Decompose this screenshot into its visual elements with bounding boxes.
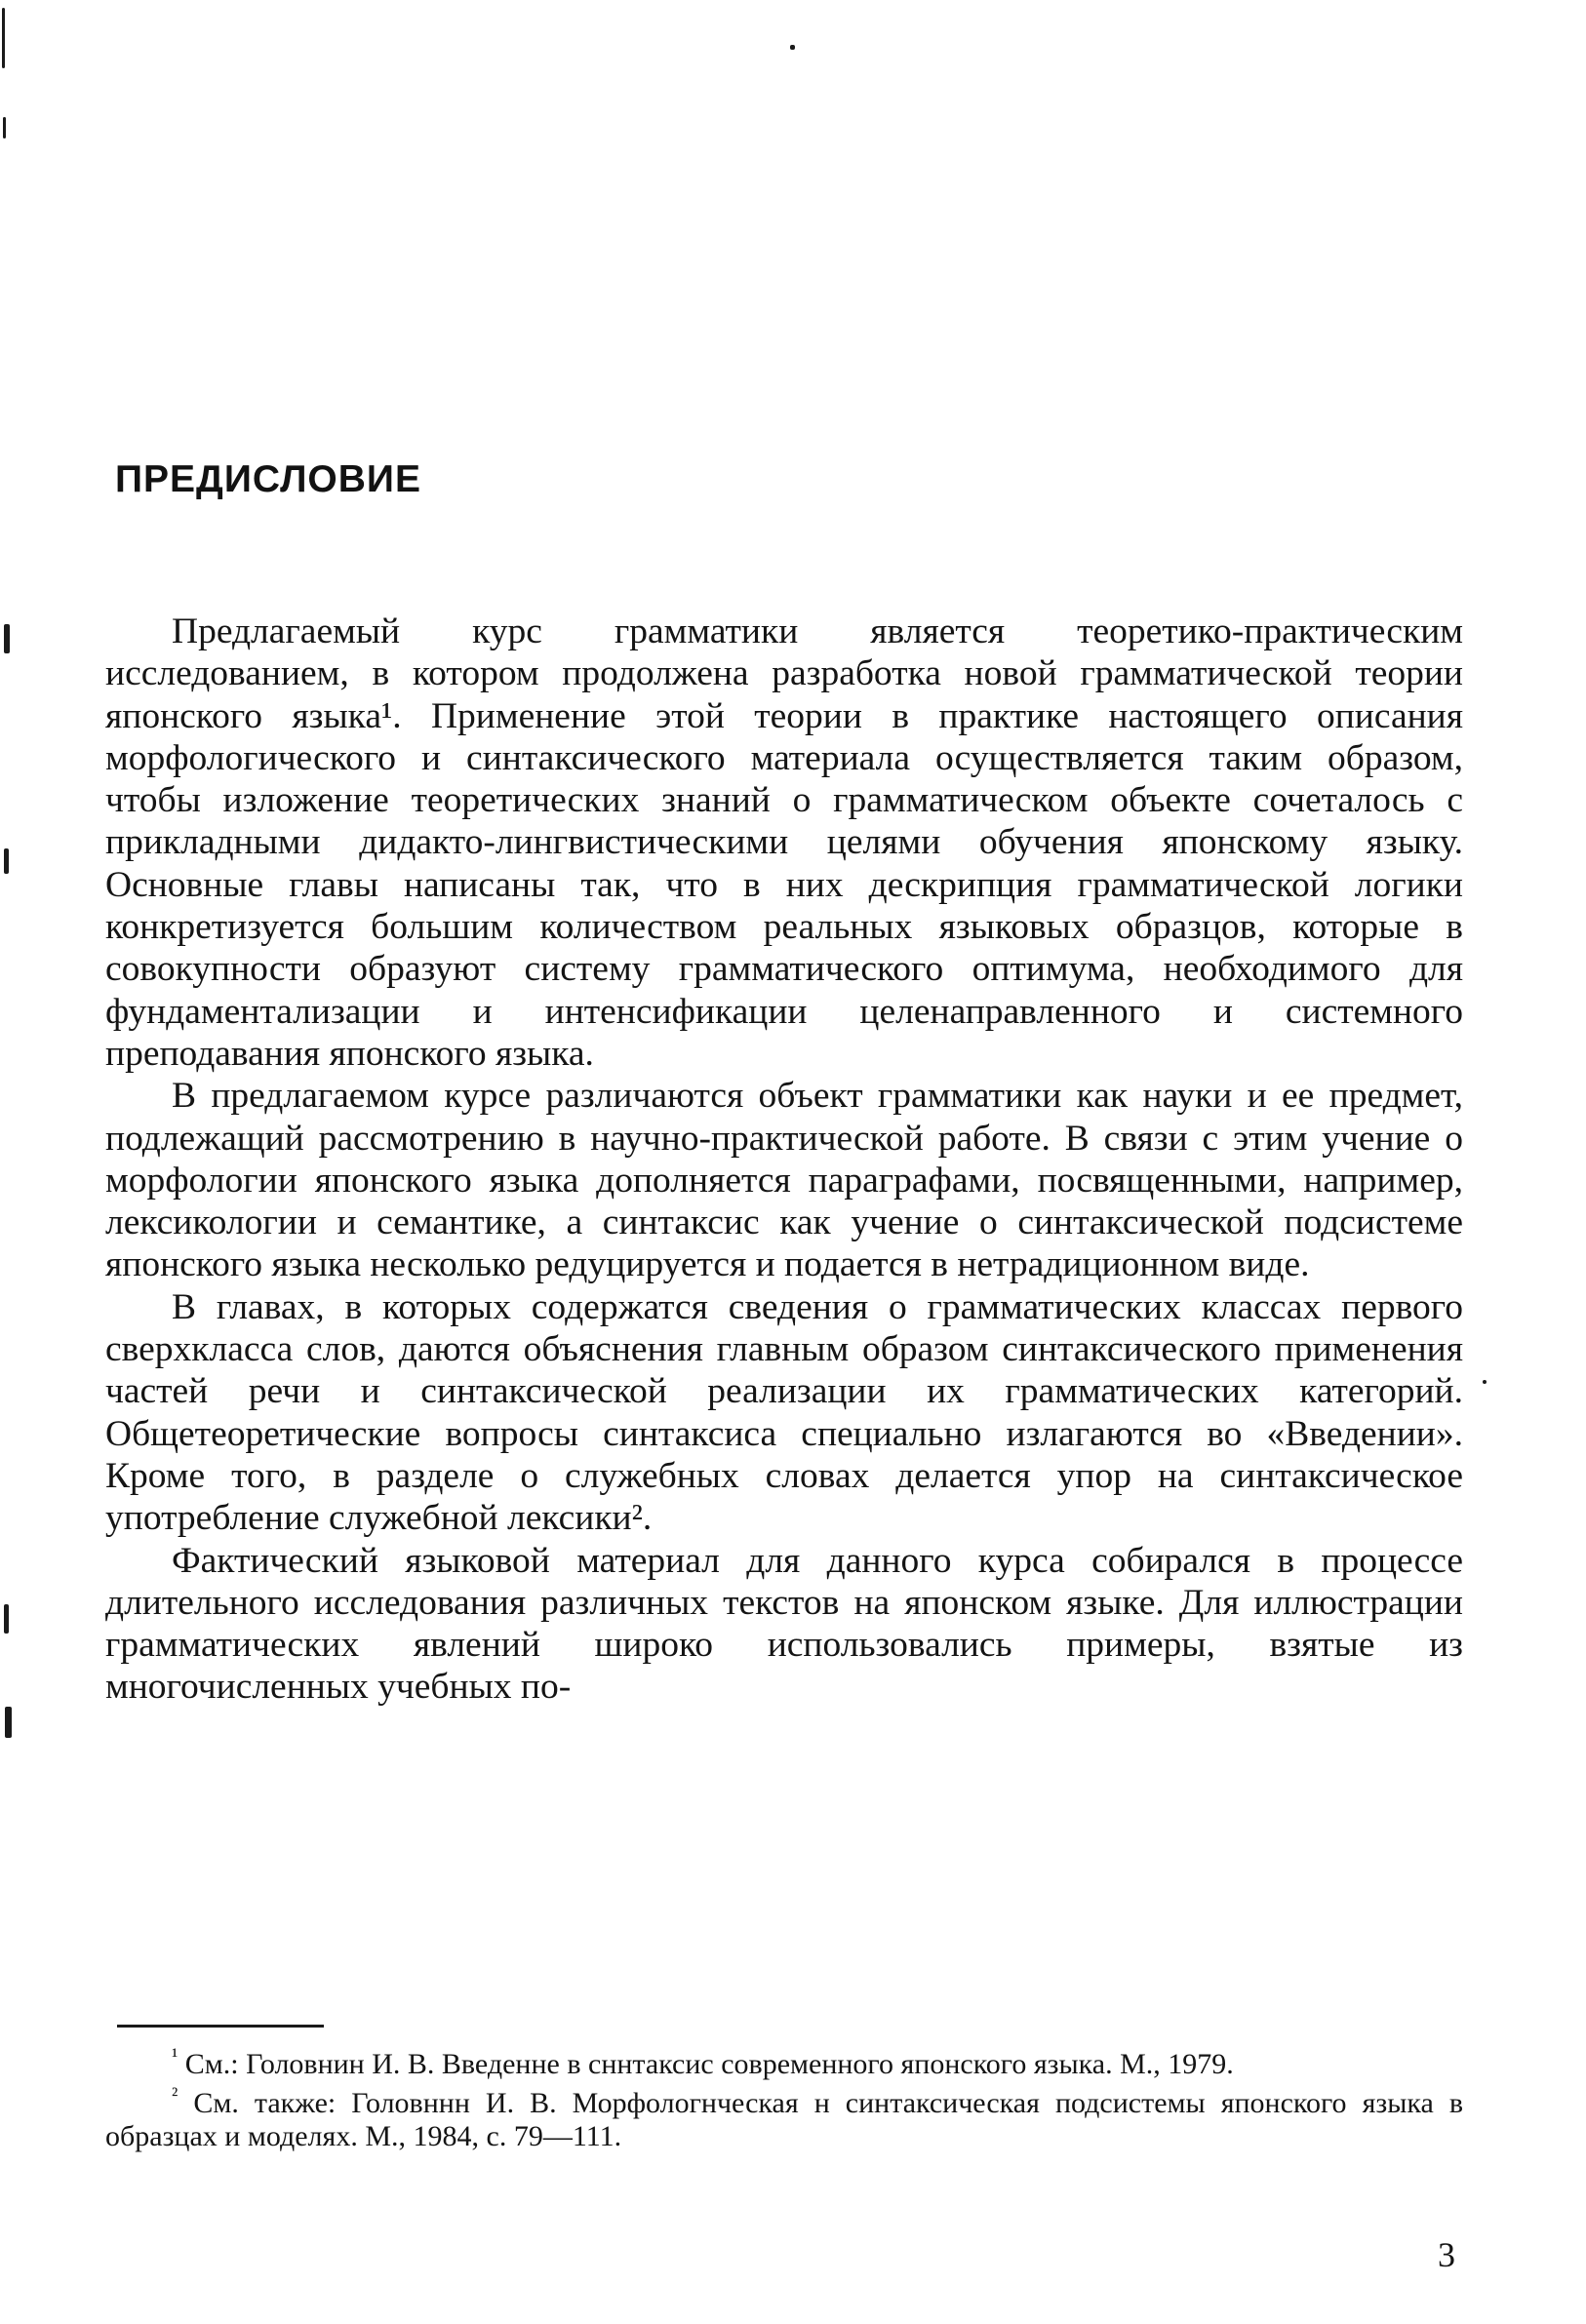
footnotes (105, 2044, 1464, 2159)
paragraph: Фактический языковой материал для данного курса собирался в процессе длительного исследования различных текстов на японском языке. Для иллюстрации грамматических явлений широко использовались примеры, взятые из многочисленных учебных по- (105, 1540, 1463, 1708)
page-title: ПРЕДИСЛОВИЕ (115, 458, 421, 500)
paragraph: Предлагаемый курс грамматики является теоретико-практическим исследованием, в котором продолжена разработка новой грамматической теории японского языка¹. Применение этой теории в практике настоящего описания морфологического и синтаксического материала осуществляется таким образом, чтобы изложение теоретических знаний о грамматическом объекте сочеталось с прикладными дидакто-лингвистическими целями обучения японскому языку. Основные главы написаны так, что в них дескрипция грамматической логики конкретизуется большим количеством реальных языковых образцов, которые в совокупности образуют систему грамматического оптимума, необходимого для фундаментализации и интенсификации целенаправленного и системного преподавания японского языка. (105, 611, 1463, 1074)
page-number: 3 (1438, 2235, 1455, 2274)
footnote (105, 2044, 1463, 2081)
footnote-text: См.: Головнин И. В. Введенне в сннтаксис современного японского языка. М., 1979. (184, 2048, 1234, 2080)
body-text (105, 611, 1463, 1709)
scan-speck (790, 45, 795, 50)
scan-speck (4, 624, 10, 653)
scan-speck (5, 1707, 12, 1738)
scan-speck (3, 117, 6, 138)
scan-speck (1483, 1380, 1487, 1384)
footnote (105, 2083, 1464, 2153)
footnote-divider (117, 2025, 324, 2028)
footnote-mark: ¹ (172, 2044, 178, 2068)
footnote-mark: ² (172, 2083, 178, 2107)
scan-speck (2, 8, 5, 68)
paragraph: В предлагаемом курсе различаются объект грамматики как науки и ее предмет, подлежащий рассмотрению в научно-практической работе. В связи с этим учение о морфологии японского языка дополняется параграфами, посвященными, например, лексикологии и семантике, а синтаксис как учение о синтаксической подсистеме японского языка несколько редуцируется и подается в нетрадиционном виде. (105, 1076, 1463, 1285)
paragraph: В главах, в которых содержатся сведения о грамматических классах первого сверхкласса слов, даются объяснения главным образом синтаксического применения частей речи и синтаксической реализации их грамматических категорий. Общетеоретические вопросы синтаксиса специально излагаются во «Введении». Кроме того, в разделе о служебных словах делается упор на синтаксическое употребление служебной лексики². (105, 1286, 1463, 1539)
scan-speck (4, 1604, 9, 1634)
footnote-text: См. также: Головннн И. В. Морфологнческая н синтаксическая подсистемы японского языка в образцах и моделях. М., 1984, с. 79—111. (105, 2087, 1464, 2152)
scan-speck (4, 848, 9, 874)
